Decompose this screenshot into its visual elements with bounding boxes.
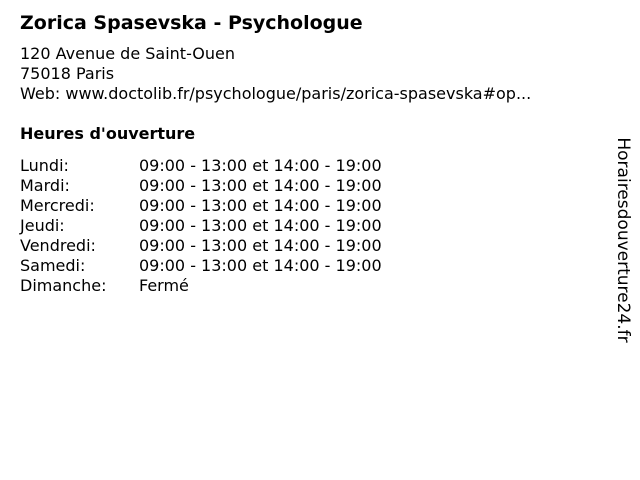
hours-day: Mardi: <box>20 176 70 195</box>
site-watermark: Horairesdouverture24.fr <box>613 137 633 343</box>
address-block <box>20 44 600 104</box>
hours-time: 09:00 - 13:00 et 14:00 - 19:00 <box>139 196 382 215</box>
hours-time: 09:00 - 13:00 et 14:00 - 19:00 <box>139 236 382 255</box>
hours-row-dimanche <box>20 276 600 296</box>
hours-table <box>20 156 600 296</box>
hours-day: Samedi: <box>20 256 86 275</box>
hours-row-jeudi <box>20 216 600 236</box>
business-card <box>20 10 600 296</box>
hours-day: Vendredi: <box>20 236 96 255</box>
hours-time: 09:00 - 13:00 et 14:00 - 19:00 <box>139 156 382 175</box>
web-link[interactable]: www.doctolib.fr/psychologue/paris/zorica-spasevska#op... <box>65 84 532 103</box>
hours-row-mardi <box>20 176 600 196</box>
hours-day: Lundi: <box>20 156 69 175</box>
address-city: 75018 Paris <box>20 64 115 83</box>
hours-time: 09:00 - 13:00 et 14:00 - 19:00 <box>139 176 382 195</box>
hours-day: Mercredi: <box>20 196 95 215</box>
hours-time: Fermé <box>139 276 189 295</box>
hours-time: 09:00 - 13:00 et 14:00 - 19:00 <box>139 216 382 235</box>
address-street: 120 Avenue de Saint-Ouen <box>20 44 235 63</box>
hours-row-lundi <box>20 156 600 176</box>
business-name: Zorica Spasevska - Psychologue <box>20 12 363 34</box>
hours-row-samedi <box>20 256 600 276</box>
hours-title: Heures d'ouverture <box>20 124 196 143</box>
hours-row-vendredi <box>20 236 600 256</box>
hours-day: Dimanche: <box>20 276 107 295</box>
web-prefix: Web: <box>20 84 61 103</box>
hours-row-mercredi <box>20 196 600 216</box>
hours-time: 09:00 - 13:00 et 14:00 - 19:00 <box>139 256 382 275</box>
hours-day: Jeudi: <box>20 216 65 235</box>
web-line <box>20 84 600 104</box>
